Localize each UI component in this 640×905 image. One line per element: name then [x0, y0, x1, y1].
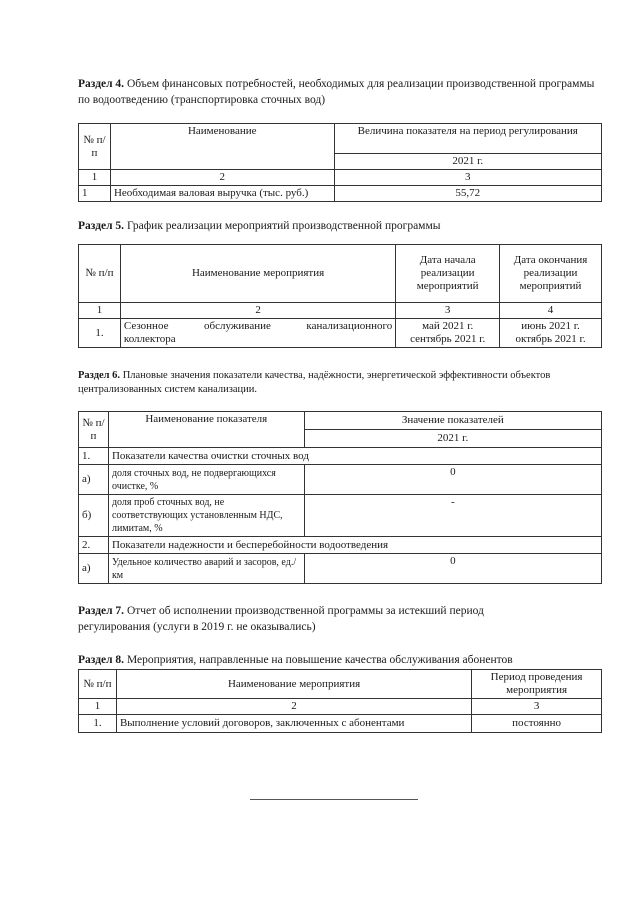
section-6-table — [78, 411, 602, 584]
s8-header-num: № п/п — [79, 670, 117, 699]
section-4-table — [78, 123, 602, 202]
s8-header-period: Период проведения мероприятия — [472, 670, 602, 699]
s6-row-1-name: доля сточных вод, не подвергающихся очистке, % — [108, 465, 304, 495]
s4-row-num: 1 — [79, 186, 111, 202]
section-4-title: Объем финансовых потребностей, необходимых для реализации производственной программы по водоотведению (транспортировка сточных вод) — [78, 78, 595, 106]
s6-row-2-num: б) — [79, 495, 109, 537]
s5-row-end-2: октябрь 2021 г. — [515, 333, 586, 345]
section-5-table — [78, 244, 602, 348]
section-7-title: Отчет об исполнении производственной программы за истекший период регулирования (услуги в 2019 г. не оказывались) — [78, 605, 484, 633]
section-7-label: Раздел 7. — [78, 605, 125, 617]
s8-index-2: 2 — [116, 699, 471, 715]
s5-row-num: 1. — [79, 319, 121, 348]
s5-row-start — [396, 319, 500, 348]
s5-header-name: Наименование мероприятия — [120, 245, 395, 303]
s5-row-name-line-1: Сезонное обслуживание канализационного — [123, 320, 393, 332]
s6-group-2-num: 2. — [79, 537, 109, 554]
s6-group-1-num: 1. — [79, 448, 109, 465]
s4-row-value: 55,72 — [334, 186, 601, 202]
s4-row-name: Необходимая валовая выручка (тыс. руб.) — [110, 186, 334, 202]
s6-group-1-title: Показатели качества очистки сточных вод — [108, 448, 601, 465]
s8-index-3: 3 — [472, 699, 602, 715]
s6-group-2-title: Показатели надежности и бесперебойности водоотведения — [108, 537, 601, 554]
section-6-heading — [78, 369, 598, 397]
s5-index-3: 3 — [396, 303, 500, 319]
s6-header-name: Наименование показателя — [108, 412, 304, 448]
s4-header-name: Наименование — [110, 124, 334, 170]
s8-row-name: Выполнение условий договоров, заключенных с абонентами — [116, 715, 471, 733]
s6-row-1-value: 0 — [304, 465, 601, 495]
s4-header-value: Величина показателя на период регулирования — [334, 124, 601, 154]
section-8-title: Мероприятия, направленные на повышение качества обслуживания абонентов — [126, 654, 513, 666]
s6-row-3-name: Удельное количество аварий и засоров, ед./км — [108, 554, 304, 584]
s5-index-2: 2 — [120, 303, 395, 319]
section-4-label: Раздел 4. — [78, 78, 125, 90]
s5-row-start-1: май 2021 г. — [422, 320, 474, 332]
section-8-table — [78, 669, 602, 733]
s6-header-value: Значение показателей — [304, 412, 601, 430]
s4-index-3: 3 — [334, 170, 601, 186]
s5-index-1: 1 — [79, 303, 121, 319]
closing-rule — [250, 799, 418, 800]
s6-row-2-value: - — [304, 495, 601, 537]
s5-row-start-2: сентябрь 2021 г. — [410, 333, 486, 345]
s5-header-num: № п/п — [79, 245, 121, 303]
s8-header-name: Наименование мероприятия — [116, 670, 471, 699]
section-6-title: Плановые значения показатели качества, надёжности, энергетической эффективности объектов централизованных систем канализации. — [78, 370, 551, 395]
s4-header-year: 2021 г. — [334, 154, 601, 170]
section-5-heading — [78, 218, 598, 234]
s5-header-end: Дата окончания реализации мероприятий — [500, 245, 602, 303]
s4-index-2: 2 — [110, 170, 334, 186]
s6-row-3-value: 0 — [304, 554, 601, 584]
s5-row-end-1: июнь 2021 г. — [521, 320, 580, 332]
s6-header-year: 2021 г. — [304, 430, 601, 448]
s5-row-end — [500, 319, 602, 348]
section-4-heading — [78, 76, 598, 108]
s6-row-1-num: а) — [79, 465, 109, 495]
s6-row-3-num: а) — [79, 554, 109, 584]
section-5-title: График реализации мероприятий производственной программы — [126, 220, 441, 232]
s4-header-num: № п/п — [79, 124, 111, 170]
s6-header-num: № п/п — [79, 412, 109, 448]
section-8-heading — [78, 652, 598, 668]
s5-index-4: 4 — [500, 303, 602, 319]
s5-row-name-line-2: коллектора — [123, 333, 176, 345]
s4-index-1: 1 — [79, 170, 111, 186]
section-5-label: Раздел 5. — [78, 220, 125, 232]
section-6-label: Раздел 6. — [78, 370, 121, 381]
s8-index-1: 1 — [79, 699, 117, 715]
section-7-heading — [78, 603, 558, 635]
s5-row-name — [120, 319, 395, 348]
s8-row-period: постоянно — [472, 715, 602, 733]
section-8-label: Раздел 8. — [78, 654, 125, 666]
s5-header-start: Дата начала реализации мероприятий — [396, 245, 500, 303]
s8-row-num: 1. — [79, 715, 117, 733]
s6-row-2-name: доля проб сточных вод, не соответствующих установленным НДС, лимитам, % — [108, 495, 304, 537]
